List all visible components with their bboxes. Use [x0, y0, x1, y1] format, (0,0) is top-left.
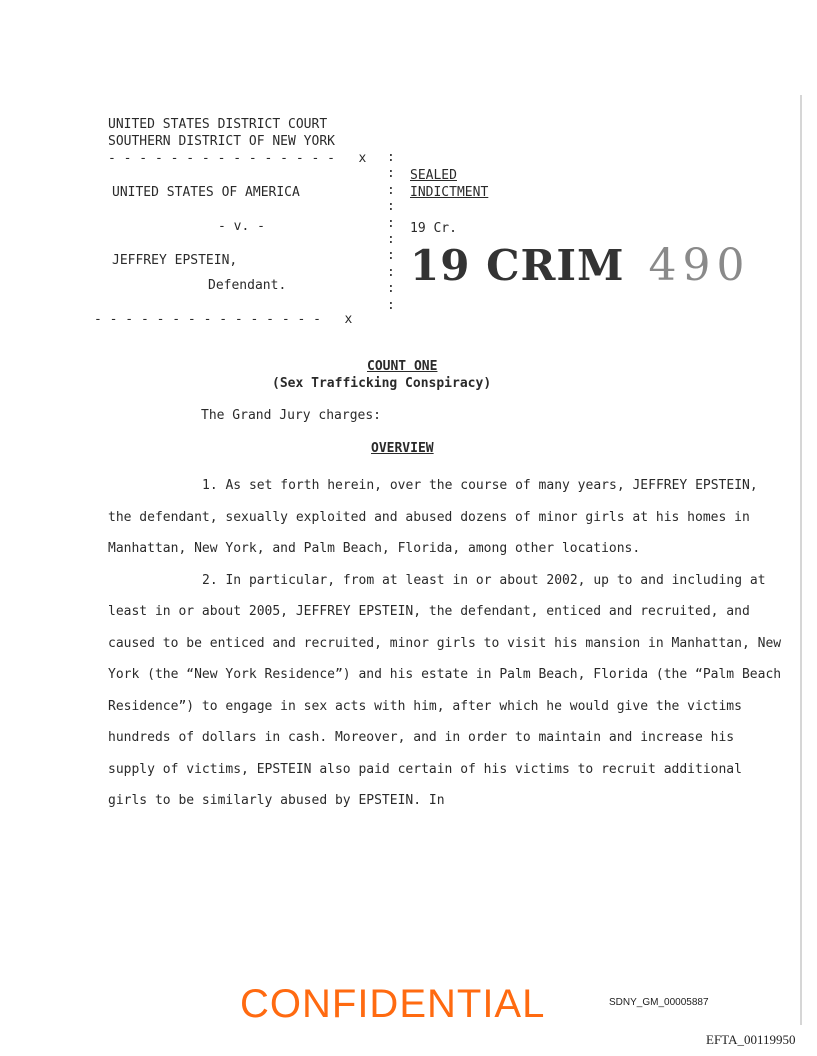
case-caption	[94, 116, 367, 328]
count-title: COUNT ONE	[367, 359, 438, 374]
caption-bottom-rule: - - - - - - - - - - - - - - - x	[94, 312, 353, 327]
versus-label: - v. -	[218, 219, 265, 234]
caption-top-rule: - - - - - - - - - - - - - - - x	[108, 151, 367, 166]
paragraph-1	[108, 470, 788, 565]
court-name-line2: SOUTHERN DISTRICT OF NEW YORK	[108, 134, 335, 149]
efta-number: EFTA_00119950	[706, 1032, 796, 1047]
court-name-line1: UNITED STATES DISTRICT COURT	[108, 117, 328, 132]
bates-number: SDNY_GM_00005887	[609, 997, 709, 1008]
paragraph-2	[108, 565, 788, 817]
plaintiff-name: UNITED STATES OF AMERICA	[112, 185, 300, 200]
count-subtitle: (Sex Trafficking Conspiracy)	[272, 376, 492, 391]
page-edge-rule	[800, 95, 802, 1025]
body-text	[108, 470, 788, 817]
case-number-stamp	[410, 240, 751, 291]
defendant-name: JEFFREY EPSTEIN,	[112, 253, 238, 268]
criminal-case-label: 19 Cr.	[410, 221, 457, 236]
case-number-stamp-number: 490	[648, 240, 751, 291]
caption-colon-column: : : : : : : : : : :	[387, 150, 395, 313]
paragraph-2-text: 2. In particular, from at least in or about 2002, up to and including at least in or about 2005, JEFFREY EPSTEIN, the defendant, enticed and recruited, and caused to be enticed and recruited, minor girls to visit his mansion in Manhattan, New York (the “New York Residence”) and his estate in Palm Beach, Florida (the “Palm Beach Residence”) to engage in sex acts with him, after which he would give the victims hundreds of dollars in cash. Moreover, and in order to maintain and increase his supply of victims, EPSTEIN also paid certain of his victims to recruit additional girls to be similarly abused by EPSTEIN. In	[108, 572, 782, 808]
confidential-watermark: CONFIDENTIAL	[240, 982, 546, 1026]
case-number-stamp-prefix: 19 CRIM	[410, 241, 625, 290]
section-heading: OVERVIEW	[371, 441, 434, 456]
paragraph-1-text: 1. As set forth herein, over the course of many years, JEFFREY EPSTEIN, the defendant, sexually exploited and abused dozens of minor girls at his homes in Manhattan, New York, and Palm Beach, Florida, among other locations.	[108, 478, 758, 556]
defendant-role: Defendant.	[208, 278, 287, 293]
filing-type-line1: SEALED	[410, 168, 457, 183]
filing-type-line2: INDICTMENT	[410, 185, 489, 200]
grand-jury-intro: The Grand Jury charges:	[201, 408, 382, 423]
